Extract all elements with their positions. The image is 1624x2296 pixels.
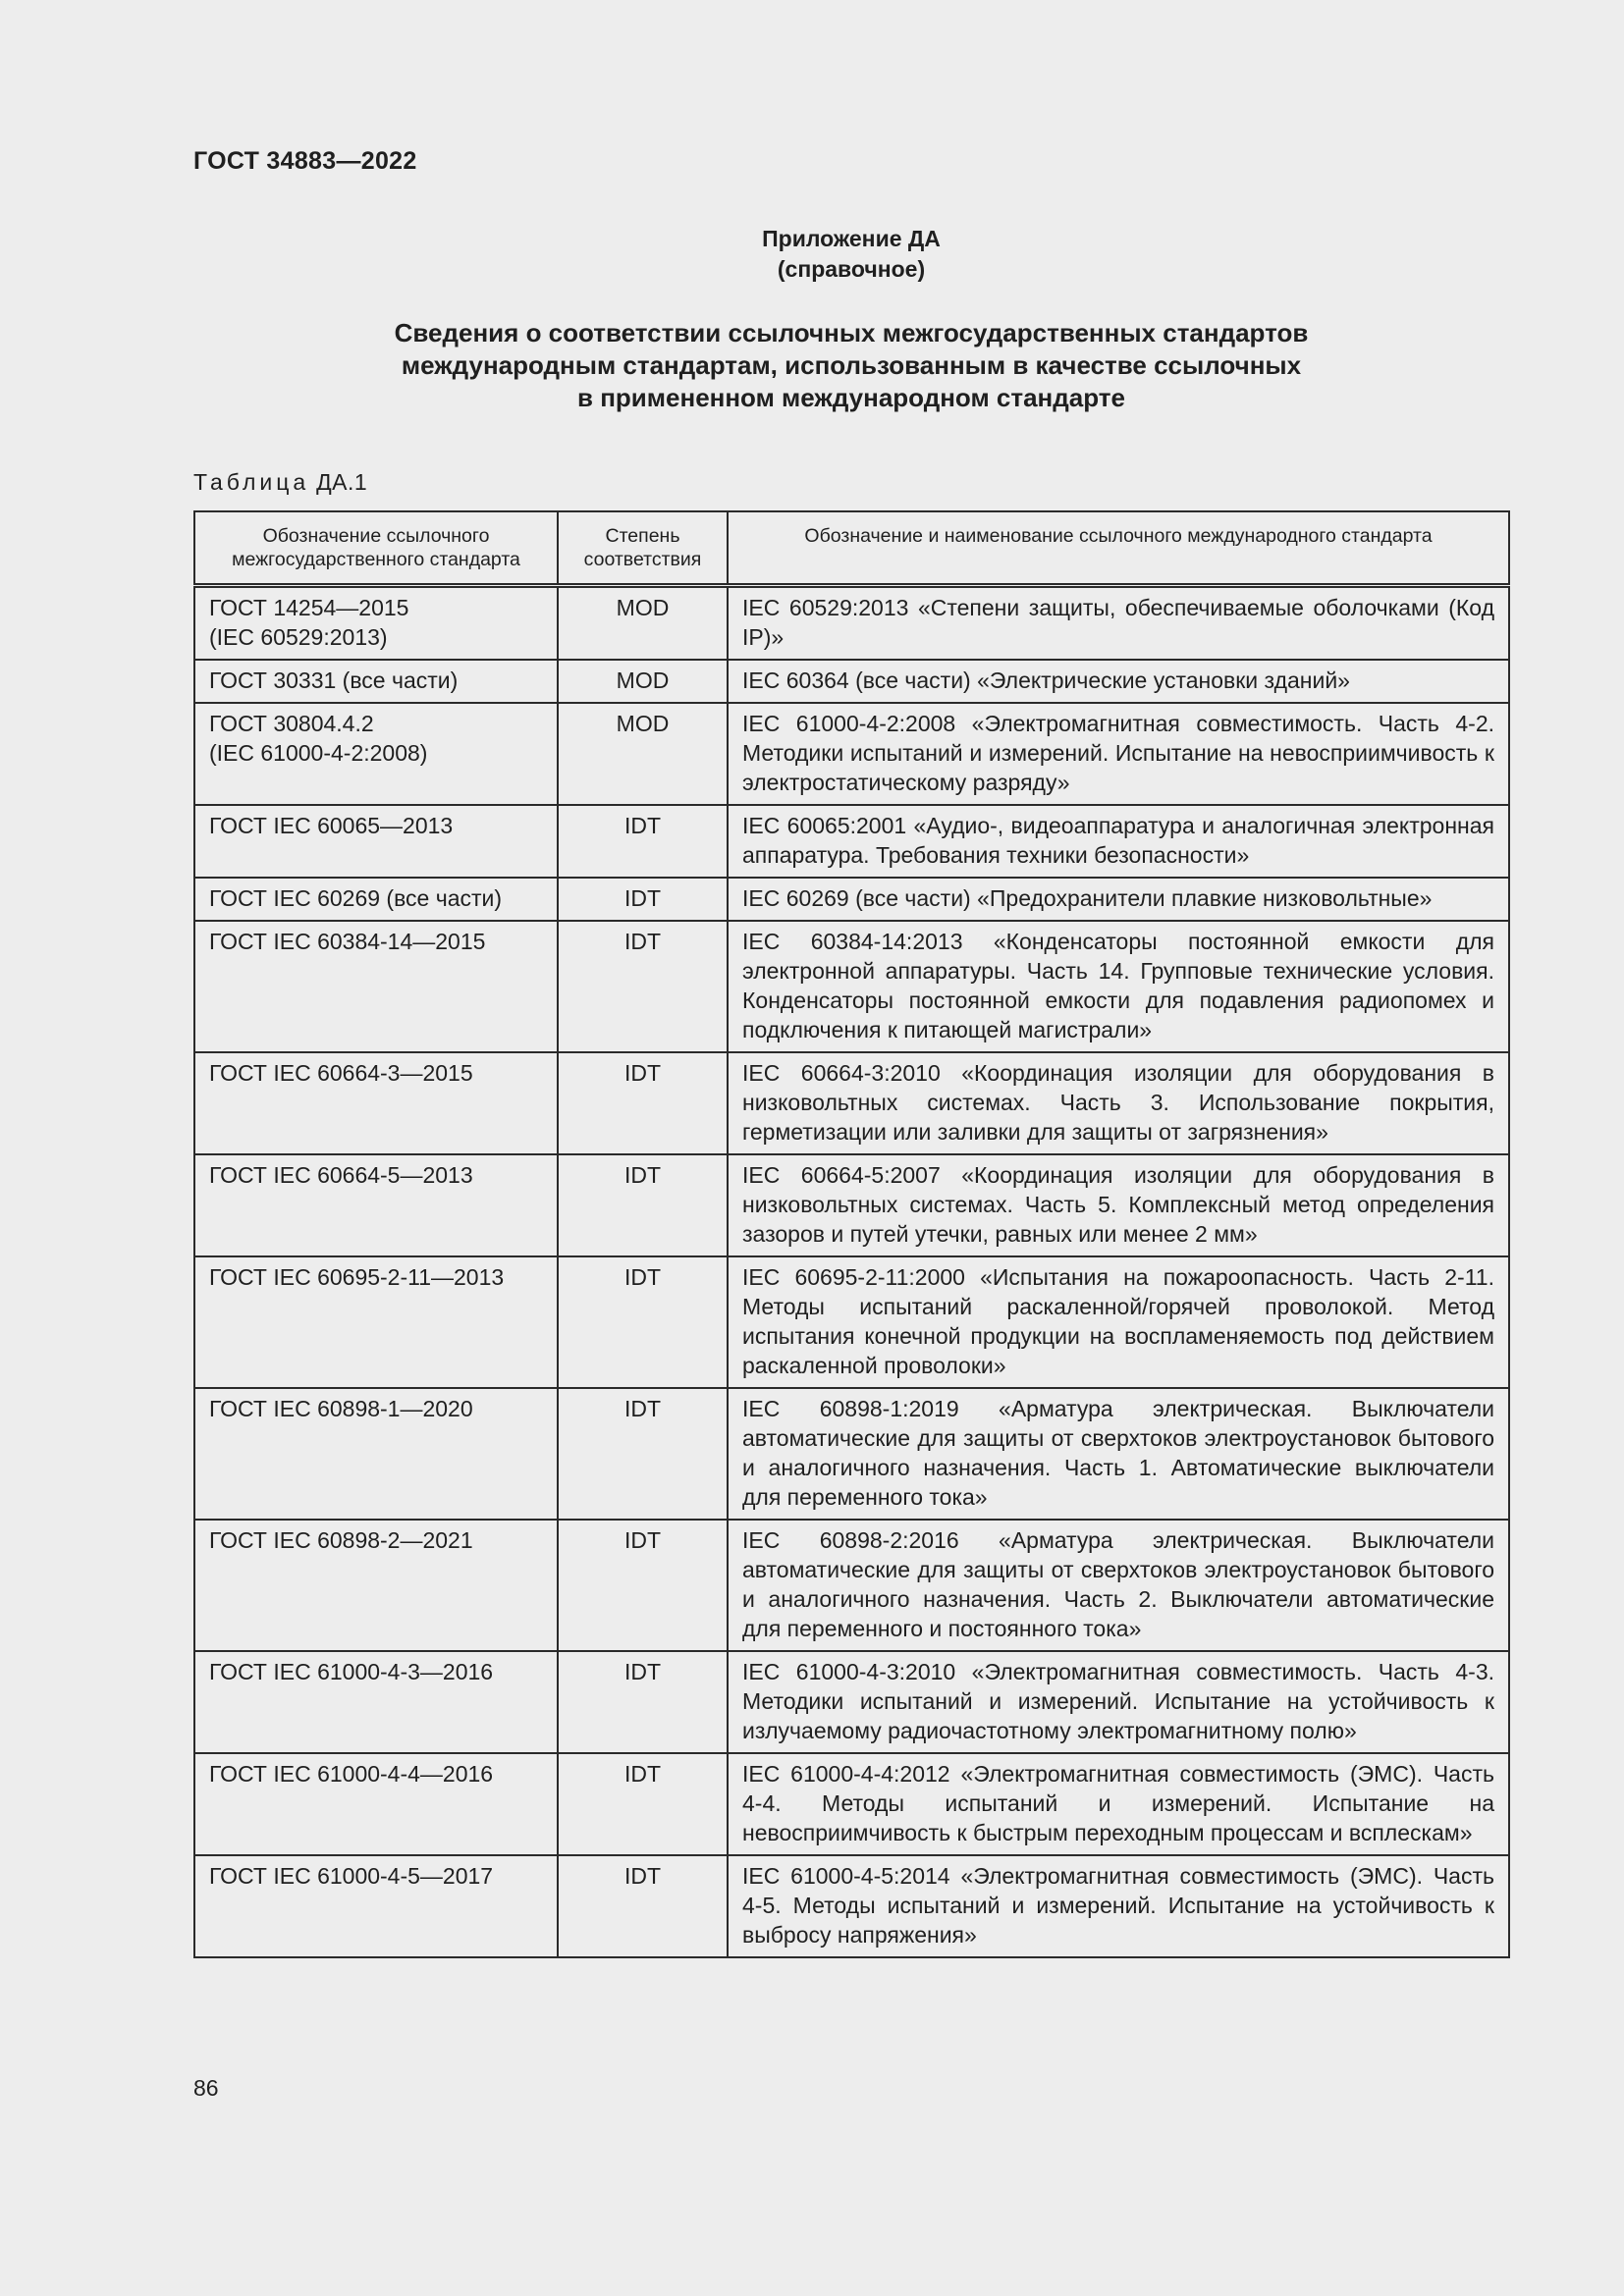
gost-designation: ГОСТ IEC 60664-3—2015	[209, 1060, 473, 1086]
cell-interstate-standard	[194, 660, 558, 703]
cell-international-standard: IEC 60898-1:2019 «Арматура электрическая. Выключатели автоматические для защиты от сверхтоков электроустановок бытового и аналогичного назначения. Часть 1. Автоматические выключатели для переменного тока»	[728, 1388, 1509, 1520]
header-text: соответствия	[583, 549, 702, 570]
table-row	[194, 921, 1509, 1052]
gost-designation: ГОСТ IEC 60898-1—2020	[209, 1396, 473, 1421]
table-row	[194, 1520, 1509, 1651]
gost-designation: ГОСТ 14254—2015	[209, 595, 409, 620]
heading-line: в примененном международном стандарте	[577, 383, 1125, 412]
cell-international-standard: IEC 61000-4-5:2014 «Электромагнитная совместимость (ЭМС). Часть 4-5. Методы испытаний и измерений. Испытание на устойчивость к выбросу напряжения»	[728, 1855, 1509, 1957]
table-row	[194, 1651, 1509, 1753]
cell-degree: IDT	[558, 1651, 728, 1753]
gost-designation: ГОСТ IEC 60664-5—2013	[209, 1162, 473, 1188]
gost-designation: ГОСТ 30331 (все части)	[209, 667, 459, 693]
cell-international-standard: IEC 60065:2001 «Аудио-, видеоаппаратура и аналогичная электронная аппаратура. Требования техники безопасности»	[728, 805, 1509, 878]
cell-international-standard: IEC 60269 (все части) «Предохранители плавкие низковольтные»	[728, 878, 1509, 921]
cell-international-standard: IEC 61000-4-3:2010 «Электромагнитная совместимость. Часть 4-3. Методики испытаний и измерений. Испытание на устойчивость к излучаемому радиочастотному электромагнитному полю»	[728, 1651, 1509, 1753]
table-row	[194, 1256, 1509, 1388]
cell-degree: IDT	[558, 1753, 728, 1855]
cell-degree: IDT	[558, 921, 728, 1052]
header-interstate-standard	[194, 511, 558, 586]
gost-designation: ГОСТ IEC 60065—2013	[209, 813, 454, 838]
cell-degree: MOD	[558, 586, 728, 661]
cell-degree: MOD	[558, 703, 728, 805]
gost-designation: ГОСТ IEC 61000-4-4—2016	[209, 1761, 494, 1787]
header-degree	[558, 511, 728, 586]
table-label-number: ДА.1	[316, 469, 368, 495]
cell-interstate-standard	[194, 1154, 558, 1256]
cell-interstate-standard	[194, 1388, 558, 1520]
cell-degree: IDT	[558, 1520, 728, 1651]
gost-designation: ГОСТ 30804.4.2	[209, 711, 374, 736]
annex-title: Приложение ДА	[762, 226, 941, 251]
cell-degree: IDT	[558, 1052, 728, 1154]
table-row	[194, 1052, 1509, 1154]
table-row	[194, 805, 1509, 878]
cell-interstate-standard	[194, 1052, 558, 1154]
cell-international-standard: IEC 60898-2:2016 «Арматура электрическая. Выключатели автоматические для защиты от сверхтоков электроустановок бытового и аналогичного назначения. Часть 2. Выключатели автоматические для переменного и постоянного тока»	[728, 1520, 1509, 1651]
heading-line: международным стандартам, использованным в качестве ссылочных	[401, 350, 1302, 380]
gost-designation-equivalent: (IEC 60529:2013)	[209, 624, 388, 650]
cell-degree: IDT	[558, 878, 728, 921]
gost-designation: ГОСТ IEC 60695-2-11—2013	[209, 1264, 505, 1290]
cell-interstate-standard	[194, 921, 558, 1052]
standards-table	[193, 510, 1510, 1958]
table-row	[194, 660, 1509, 703]
cell-international-standard: IEC 60664-5:2007 «Координация изоляции для оборудования в низковольтных системах. Часть 5. Комплексный метод определения зазоров и путей утечки, равных или менее 2 мм»	[728, 1154, 1509, 1256]
cell-degree: IDT	[558, 1256, 728, 1388]
cell-interstate-standard	[194, 878, 558, 921]
header-text: Обозначение и наименование ссылочного международного стандарта	[804, 525, 1433, 547]
cell-international-standard: IEC 60695-2-11:2000 «Испытания на пожароопасность. Часть 2-11. Методы испытаний раскаленной/горячей проволокой. Метод испытания конечной продукции на воспламеняемость под действием раскаленной проволоки»	[728, 1256, 1509, 1388]
cell-international-standard: IEC 60364 (все части) «Электрические установки зданий»	[728, 660, 1509, 703]
cell-interstate-standard	[194, 703, 558, 805]
gost-designation: ГОСТ IEC 60898-2—2021	[209, 1527, 473, 1553]
cell-interstate-standard	[194, 1651, 558, 1753]
heading-line: Сведения о соответствии ссылочных межгосударственных стандартов	[394, 318, 1309, 347]
cell-degree: IDT	[558, 1388, 728, 1520]
table-row	[194, 1753, 1509, 1855]
gost-designation: ГОСТ IEC 60269 (все части)	[209, 885, 503, 911]
table-header-row	[194, 511, 1509, 586]
page-number: 86	[193, 2075, 219, 2101]
header-text: Степень	[605, 525, 680, 547]
cell-degree: MOD	[558, 660, 728, 703]
cell-interstate-standard	[194, 805, 558, 878]
gost-designation: ГОСТ IEC 61000-4-5—2017	[209, 1863, 494, 1889]
document-code: ГОСТ 34883—2022	[193, 147, 417, 175]
cell-international-standard: IEC 60664-3:2010 «Координация изоляции для оборудования в низковольтных системах. Часть 3. Использование покрытия, герметизации или заливки для защиты от загрязнения»	[728, 1052, 1509, 1154]
annex-heading	[193, 317, 1509, 414]
table-body	[194, 586, 1509, 1958]
gost-designation-equivalent: (IEC 61000-4-2:2008)	[209, 740, 428, 766]
cell-international-standard: IEC 61000-4-2:2008 «Электромагнитная совместимость. Часть 4-2. Методики испытаний и измерений. Испытание на невосприимчивость к электростатическому разряду»	[728, 703, 1509, 805]
cell-interstate-standard	[194, 1256, 558, 1388]
cell-international-standard: IEC 60529:2013 «Степени защиты, обеспечиваемые оболочками (Код IP)»	[728, 586, 1509, 661]
gost-designation: ГОСТ IEC 61000-4-3—2016	[209, 1659, 494, 1684]
cell-degree: IDT	[558, 1855, 728, 1957]
header-international-standard	[728, 511, 1509, 586]
cell-interstate-standard	[194, 586, 558, 661]
table-label-word: Таблица	[193, 469, 310, 495]
annex-subtitle: (справочное)	[777, 256, 926, 282]
gost-designation: ГОСТ IEC 60384-14—2015	[209, 929, 486, 954]
table-row	[194, 1388, 1509, 1520]
table-row	[194, 1855, 1509, 1957]
table-label	[193, 469, 367, 496]
table-row	[194, 586, 1509, 661]
cell-interstate-standard	[194, 1753, 558, 1855]
header-text: межгосударственного стандарта	[232, 549, 520, 570]
annex-title-block	[193, 224, 1509, 285]
cell-international-standard: IEC 60384-14:2013 «Конденсаторы постоянной емкости для электронной аппаратуры. Часть 14. Групповые технические условия. Конденсаторы постоянной емкости для подавления радиопомех и подключения к питающей магистрали»	[728, 921, 1509, 1052]
cell-degree: IDT	[558, 1154, 728, 1256]
cell-international-standard: IEC 61000-4-4:2012 «Электромагнитная совместимость (ЭМС). Часть 4-4. Методы испытаний и измерений. Испытание на невосприимчивость к быстрым переходным процессам и всплескам»	[728, 1753, 1509, 1855]
table-row	[194, 1154, 1509, 1256]
table-row	[194, 878, 1509, 921]
cell-interstate-standard	[194, 1855, 558, 1957]
table-row	[194, 703, 1509, 805]
cell-degree: IDT	[558, 805, 728, 878]
header-text: Обозначение ссылочного	[262, 525, 490, 547]
cell-interstate-standard	[194, 1520, 558, 1651]
